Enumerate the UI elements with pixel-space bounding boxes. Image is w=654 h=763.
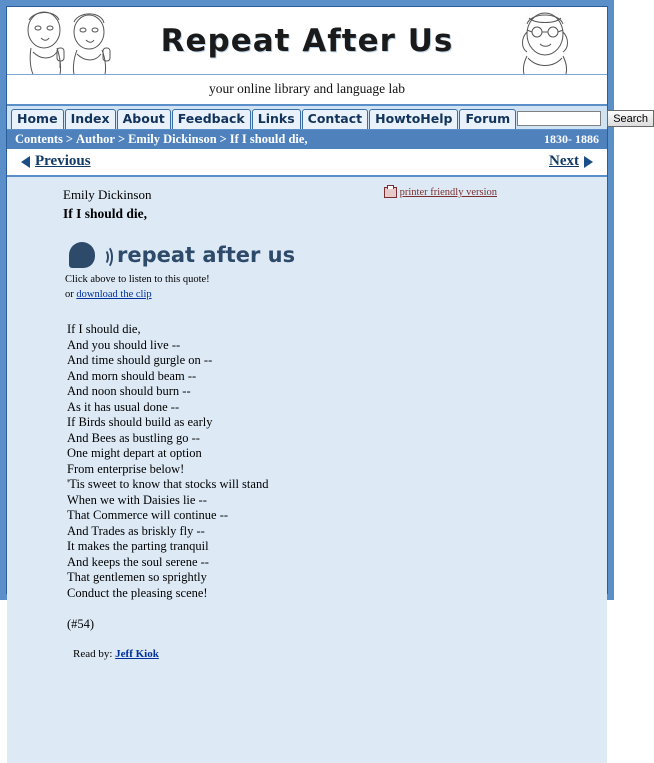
- next-button[interactable]: [549, 153, 593, 170]
- poem-line: If Birds should build as early: [67, 415, 213, 429]
- search-button[interactable]: Search: [607, 110, 654, 127]
- poem-line: It makes the parting tranquil: [67, 539, 209, 553]
- triangle-right-icon: [584, 156, 593, 168]
- work-panel: [7, 187, 607, 660]
- poem-line: And Trades as briskly fly --: [67, 523, 205, 538]
- speaker-head-icon: [69, 240, 99, 270]
- main-navigation: [7, 106, 649, 130]
- poem-line: That Commerce will continue --: [67, 508, 229, 522]
- listen-instruction-text: Click above to listen to this quote!: [65, 274, 210, 285]
- work-title: If I should die,: [63, 206, 148, 221]
- breadcrumb: [7, 130, 607, 149]
- breadcrumb-trail: [15, 132, 308, 147]
- breadcrumb-item-author[interactable]: Author: [76, 132, 115, 146]
- previous-button[interactable]: [21, 153, 91, 170]
- download-line: [65, 289, 589, 300]
- site-logo-text: Repeat After Us: [160, 22, 454, 59]
- poem-line: And time should gurgle on --: [67, 353, 213, 367]
- poem-line: That gentlemen so sprightly: [67, 570, 207, 584]
- content-area: [7, 177, 607, 763]
- nav-howtohelp[interactable]: HowtoHelp: [369, 109, 458, 129]
- search-input[interactable]: [517, 111, 601, 126]
- poem-body: [67, 322, 589, 601]
- sound-waves-icon: [99, 242, 111, 268]
- banner-illustration-right: [483, 8, 603, 74]
- reader-link[interactable]: Jeff Kiok: [115, 648, 159, 660]
- listen-instruction: [65, 274, 589, 285]
- poem-line: One might depart at option: [67, 446, 202, 460]
- breadcrumb-separator: >: [65, 132, 74, 146]
- nav-index[interactable]: Index: [65, 109, 116, 129]
- poem-line: Conduct the pleasing scene!: [67, 585, 208, 600]
- read-by-label: Read by:: [73, 648, 116, 660]
- next-label: Next: [549, 153, 579, 169]
- nav-home[interactable]: Home: [11, 109, 64, 129]
- site-tagline: your online library and language lab: [7, 75, 607, 106]
- printer-friendly-link[interactable]: printer friendly version: [399, 187, 497, 198]
- printer-friendly-row[interactable]: [384, 187, 497, 198]
- nav-feedback[interactable]: Feedback: [172, 109, 251, 129]
- poem-line: And you should live --: [67, 337, 181, 352]
- breadcrumb-item-current: If I should die,: [229, 132, 308, 146]
- nav-forum[interactable]: Forum: [459, 109, 516, 129]
- poem-line: When we with Daisies lie --: [67, 492, 207, 507]
- poem-line: And noon should burn --: [67, 384, 191, 398]
- nav-links[interactable]: Links: [252, 109, 301, 129]
- poem-line: As it has usual done --: [67, 399, 180, 414]
- breadcrumb-separator: >: [219, 132, 227, 146]
- site-frame: [6, 6, 649, 660]
- poem-number: (#54): [67, 617, 95, 631]
- breadcrumb-separator: >: [117, 132, 126, 146]
- pager: [7, 149, 607, 177]
- work-author: Emily Dickinson: [63, 187, 152, 202]
- triangle-left-icon: [21, 156, 30, 168]
- poem-line: From enterprise below!: [67, 461, 185, 476]
- audio-player-button[interactable]: [69, 240, 589, 270]
- breadcrumb-item-contents[interactable]: Contents: [15, 132, 63, 146]
- nav-contact[interactable]: Contact: [302, 109, 368, 129]
- poem-line: And keeps the soul serene --: [67, 554, 209, 569]
- site-banner: [7, 7, 607, 75]
- player-wordmark: repeat after us: [117, 243, 296, 267]
- read-by: [73, 648, 589, 660]
- nav-about[interactable]: About: [117, 109, 171, 129]
- poem-line: 'Tis sweet to know that stocks will stand: [67, 477, 269, 491]
- previous-label: Previous: [35, 153, 91, 169]
- download-clip-link[interactable]: download the clip: [76, 289, 152, 300]
- banner-illustration-left: [11, 8, 131, 74]
- poem-line: And morn should beam --: [67, 368, 197, 383]
- author-dates: 1830- 1886: [544, 132, 599, 146]
- breadcrumb-item-emily-dickinson[interactable]: Emily Dickinson: [128, 132, 217, 146]
- or-text: or: [65, 289, 77, 300]
- poem-line: And Bees as bustling go --: [67, 430, 200, 445]
- poem-line: If I should die,: [67, 322, 141, 336]
- printer-icon: [384, 187, 397, 198]
